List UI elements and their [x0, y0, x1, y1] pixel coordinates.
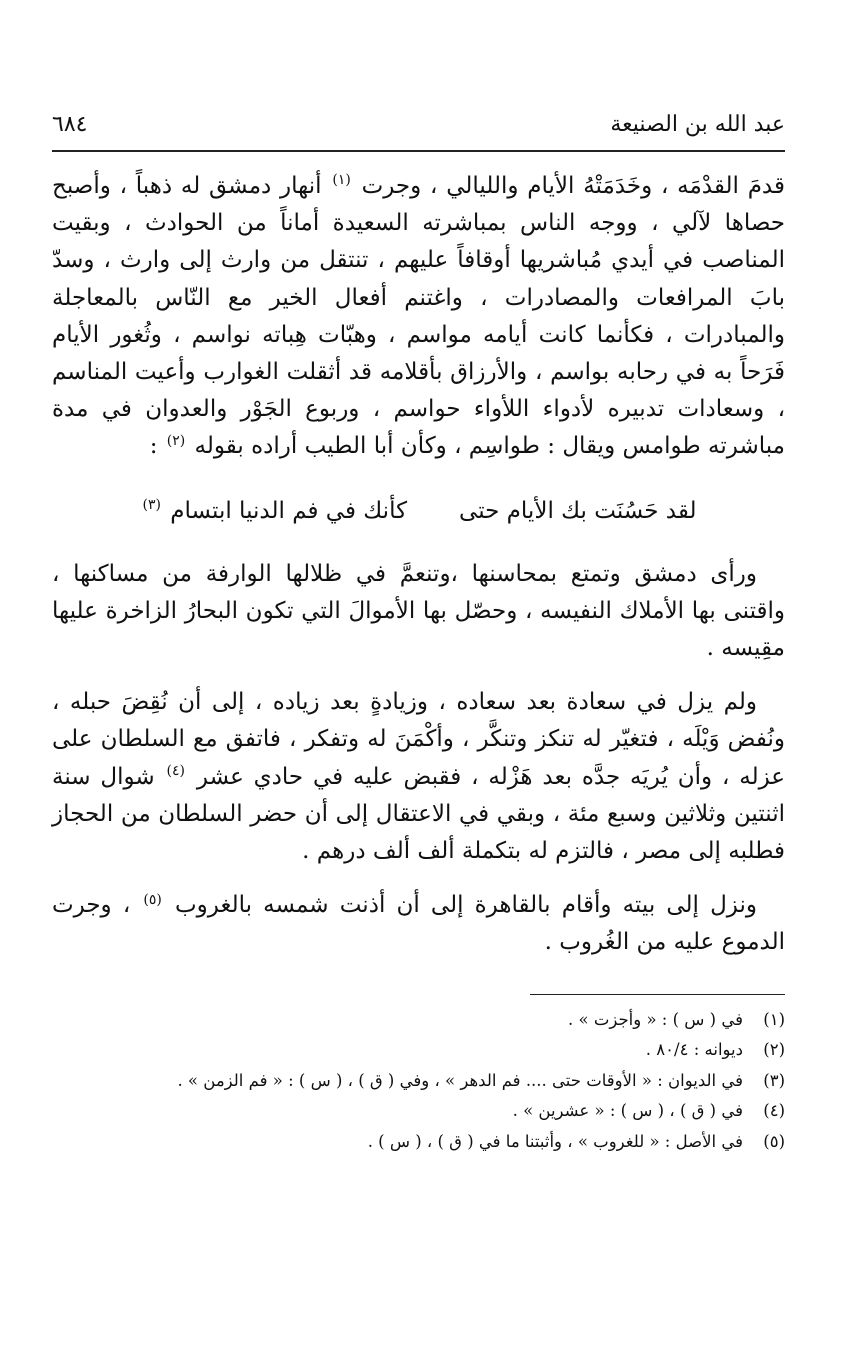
verse-second-hemistich-wrap: [140, 493, 407, 530]
header-rule: [52, 150, 785, 152]
footnote-number: (١): [763, 1009, 785, 1029]
footnote-text: في الديوان : « الأوقات حتى .... فم الدهر » ، وفي ( ق ) ، ( س ) : « فم الزمن » .: [177, 1070, 743, 1090]
page-header: [52, 112, 785, 148]
verse-second-hemistich: كأنك في فم الدنيا ابتسام: [170, 498, 408, 525]
poetry-verse: [52, 492, 785, 532]
page-number: ٦٨٤: [52, 112, 88, 137]
paragraph-3-part-b: شوال سنة اثنتين وثلاثين وسبع مئة ، وبقي في الاعتقال إلى أن حضر السلطان من الحجاز فطلبه إلى مصر ، فالتزم له بتكملة ألف ألف درهم .: [52, 763, 785, 865]
paragraph-4-part-a: ونزل إلى بيته وأقام بالقاهرة إلى أن أذنت شمسه بالغروب: [175, 892, 757, 919]
paragraph-3: [52, 684, 785, 870]
footnote-3: [52, 1066, 785, 1097]
paragraph-4: [52, 887, 785, 961]
footnote-5: [52, 1127, 785, 1158]
footnote-2: [52, 1035, 785, 1066]
page: [52, 112, 785, 1351]
paragraph-1-part-a: قدمَ القدْمَه ، وخَدَمَتْهُ الأيام والليالي ، وجرت: [361, 173, 785, 199]
footnote-number: (٥): [763, 1131, 785, 1151]
paragraph-1-colon: :: [149, 433, 158, 460]
footnote-ref-4: (٤): [166, 762, 186, 779]
verse-first-hemistich: لقد حَسُنَت بك الأيام حتى: [459, 498, 697, 525]
footnote-ref-5: (٥): [143, 891, 162, 908]
footnote-ref-2: (٢): [166, 432, 186, 449]
paragraph-1: [52, 168, 785, 466]
paragraph-4-part-b: ، وجرت الدموع عليه من الغُروب .: [52, 892, 785, 956]
footnote-text: ديوانه : ٨٠/٤ .: [645, 1040, 743, 1060]
footnote-number: (٤): [763, 1101, 785, 1121]
footnote-rule: [530, 994, 785, 995]
footnote-text: في ( س ) : « وأجزت » .: [568, 1009, 743, 1029]
footnote-text: في ( ق ) ، ( س ) : « عشرين » .: [512, 1101, 743, 1121]
main-text: [52, 168, 785, 962]
footnote-number: (٢): [763, 1040, 785, 1060]
footnote-number: (٣): [763, 1070, 785, 1090]
footnote-1: [52, 1005, 785, 1036]
paragraph-1-part-b: أنهار دمشق له ذهباً ، وأصبح حصاها لآلي ، ووجه الناس بمباشرته السعيدة أماناً من الحوادث ، وبقيت المناصب في أيدي مُباشريها أوقافاً عليهم ، تنتقل من وارث إلى وارث ، وسدّ بابَ المرافعات والمصادرات ، واغتنم أفعال الخير مع النّاس بالمعاجلة والمبادرات ، فكأنما كانت أيامه مواسم ، وهبّات هِباته نواسم ، وثُغور الأيام فَرَحاً به في رحابه بواسم ، والأرزاق بأقلامه قد أثقلت الغوارب وأعيت المناسم ، وسعادات تدبيره لأدواء اللأواء حواسم ، وربوع الجَوْر والعدوان في مدة مباشرته طوامس ويقال : طواسِم ، وكأن أبا الطيب أراده بقوله: [52, 173, 785, 460]
footnotes: [52, 1005, 785, 1158]
footnote-text: في الأصل : « للغروب » ، وأثبتنا ما في ( ق ) ، ( س ) .: [367, 1131, 743, 1151]
paragraph-2: ورأى دمشق وتمتع بمحاسنها ،وتنعمَّ في ظلالها الوارفة من مساكنها ، واقتنى بها الأملاك النفيسه ، وحصّل بها الأموالَ التي تكون البحارُ الزاخرة عليها مقِيسه .: [52, 560, 785, 662]
footnote-4: [52, 1096, 785, 1127]
footnote-ref-1: (١): [332, 172, 351, 189]
paragraph-3-part-a: ولم يزل في سعادة بعد سعاده ، وزيادةٍ بعد زياده ، إلى أن نُقِضَ حبله ، ونُفض وَيْلَه ، فتغيّر له تنكز وتنكَّر ، وأكْمَنَ له وتفكر ، فاتفق مع السلطان على عزله ، وأن يُريَه جدَّه بعد هَزْله ، فقبض عليه في حادي عشر: [52, 689, 786, 790]
footnote-ref-3: (٣): [142, 497, 161, 514]
running-title: عبد الله بن الصنيعة: [610, 112, 785, 137]
